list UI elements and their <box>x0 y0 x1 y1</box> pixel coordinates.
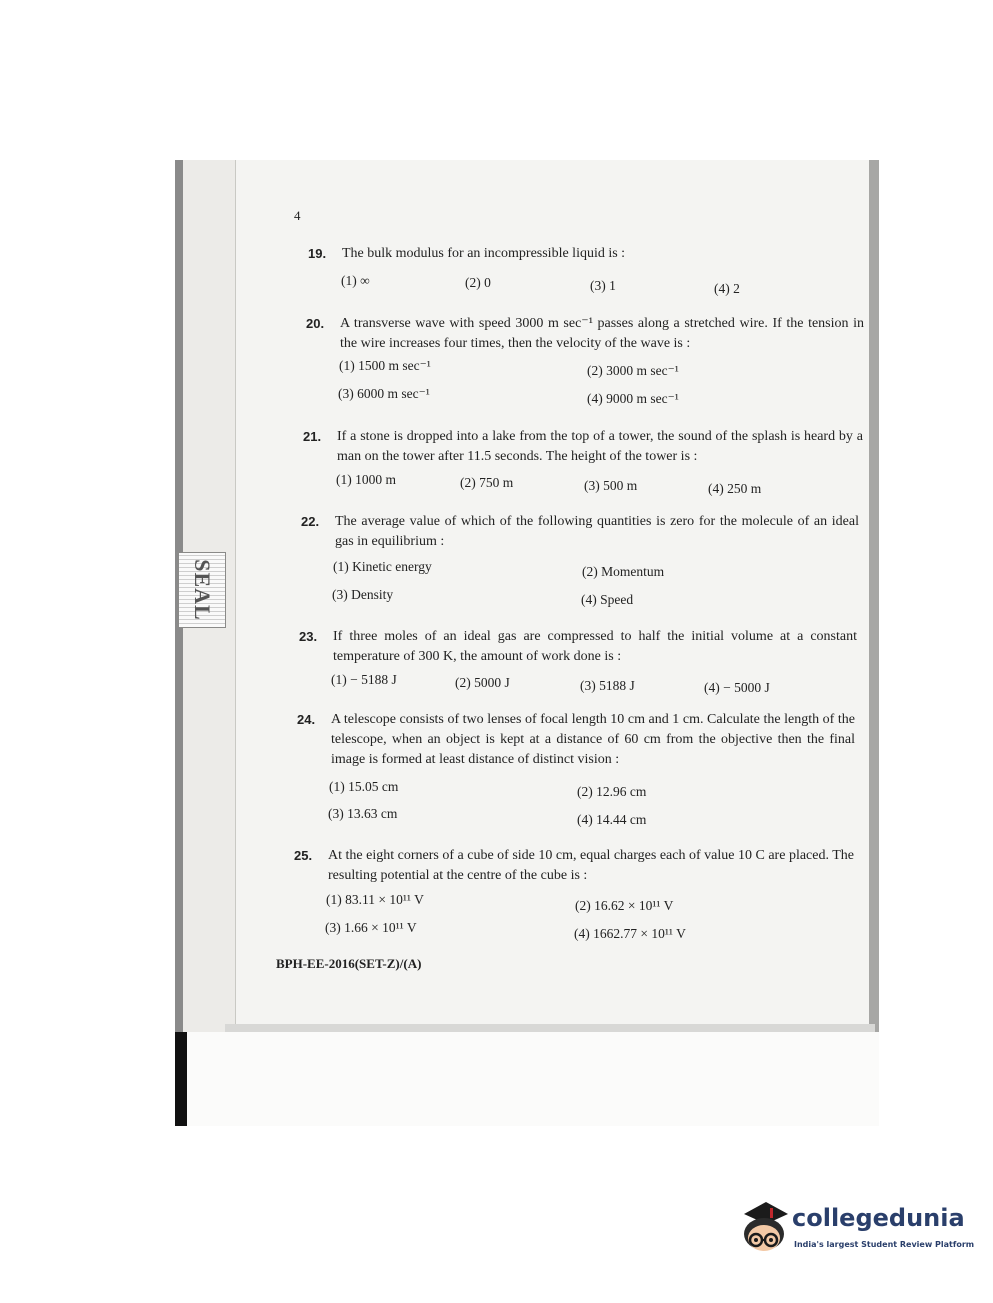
option-25-1: (1) 83.11 × 10¹¹ V <box>326 892 424 907</box>
question-number: 22. <box>301 514 320 529</box>
question-20 <box>306 314 864 354</box>
question-21 <box>303 427 863 467</box>
page-number: 4 <box>294 208 301 223</box>
question-text: If three moles of an ideal gas are compressed to half the initial volume at a constant temperature of 300 K, the amount of work done is : <box>333 629 857 664</box>
option-19-1: (1) ∞ <box>341 273 370 288</box>
option-19-2: (2) 0 <box>465 275 491 290</box>
question-text: If a stone is dropped into a lake from the top of a tower, the sound of the splash is heard by a man on the tower after 11.5 seconds. The height of the tower is : <box>337 429 863 464</box>
option-21-1: (1) 1000 m <box>336 472 396 487</box>
option-24-1: (1) 15.05 cm <box>329 779 399 794</box>
option-23-3: (3) 5188 J <box>580 678 635 693</box>
question-number: 24. <box>297 712 316 727</box>
option-19-4: (4) 2 <box>714 281 740 296</box>
option-21-4: (4) 250 m <box>708 481 762 496</box>
option-20-4: (4) 9000 m sec⁻¹ <box>587 391 679 406</box>
option-20-3: (3) 6000 m sec⁻¹ <box>338 386 430 401</box>
option-23-4: (4) − 5000 J <box>704 680 770 695</box>
option-24-4: (4) 14.44 cm <box>577 812 647 827</box>
seal-stamp <box>178 552 226 628</box>
question-number: 20. <box>306 316 325 331</box>
option-22-1: (1) Kinetic energy <box>333 559 432 574</box>
option-20-2: (2) 3000 m sec⁻¹ <box>587 363 679 378</box>
question-text: The average value of which of the following quantities is zero for the molecule of an ideal gas in equilibrium : <box>335 514 859 549</box>
option-19-3: (3) 1 <box>590 278 616 293</box>
option-21-3: (3) 500 m <box>584 478 638 493</box>
logo-wordmark: collegedunia <box>792 1204 965 1232</box>
option-20-1: (1) 1500 m sec⁻¹ <box>339 358 431 373</box>
collegedunia-logo <box>736 1196 975 1260</box>
question-text: A transverse wave with speed 3000 m sec⁻¹ passes along a stretched wire. If the tension in the wire increases four times, then the velocity of the wave is : <box>340 316 864 351</box>
seal-label: SEAL <box>190 559 215 621</box>
paper-code: BPH-EE-2016(SET-Z)/(A) <box>276 956 422 971</box>
option-25-3: (3) 1.66 × 10¹¹ V <box>325 920 417 935</box>
question-19 <box>308 244 848 264</box>
question-number: 19. <box>308 246 327 261</box>
option-22-3: (3) Density <box>332 587 394 602</box>
question-text: The bulk modulus for an incompressible liquid is : <box>342 246 626 261</box>
question-25 <box>294 846 854 886</box>
question-number: 25. <box>294 848 313 863</box>
scan-margin-left <box>183 160 236 1126</box>
mascot-icon <box>736 1196 792 1260</box>
scan-edge-right <box>869 160 879 1126</box>
option-21-2: (2) 750 m <box>460 475 514 490</box>
option-22-2: (2) Momentum <box>582 564 665 579</box>
scan-shadow <box>175 1032 187 1126</box>
question-23 <box>299 627 857 667</box>
scan-edge-left <box>175 160 183 1126</box>
option-25-4: (4) 1662.77 × 10¹¹ V <box>574 926 686 941</box>
option-23-2: (2) 5000 J <box>455 675 510 690</box>
option-23-1: (1) − 5188 J <box>331 672 397 687</box>
question-number: 23. <box>299 629 318 644</box>
option-24-3: (3) 13.63 cm <box>328 806 398 821</box>
question-number: 21. <box>303 429 322 444</box>
question-text: A telescope consists of two lenses of focal length 10 cm and 1 cm. Calculate the length of the telescope, when an object is kept at a distance of 60 cm from the objective then the final image is formed at least distance of distinct vision : <box>331 712 855 767</box>
logo-tagline: India's largest Student Review Platform <box>794 1240 975 1249</box>
scan-bottom-band <box>175 1032 879 1126</box>
question-text: At the eight corners of a cube of side 10 cm, equal charges each of value 10 C are placed. The resulting potential at the centre of the cube is : <box>328 848 854 883</box>
option-25-2: (2) 16.62 × 10¹¹ V <box>575 898 674 913</box>
question-22 <box>301 512 859 552</box>
question-24 <box>297 710 855 770</box>
option-24-2: (2) 12.96 cm <box>577 784 647 799</box>
option-22-4: (4) Speed <box>581 592 634 607</box>
